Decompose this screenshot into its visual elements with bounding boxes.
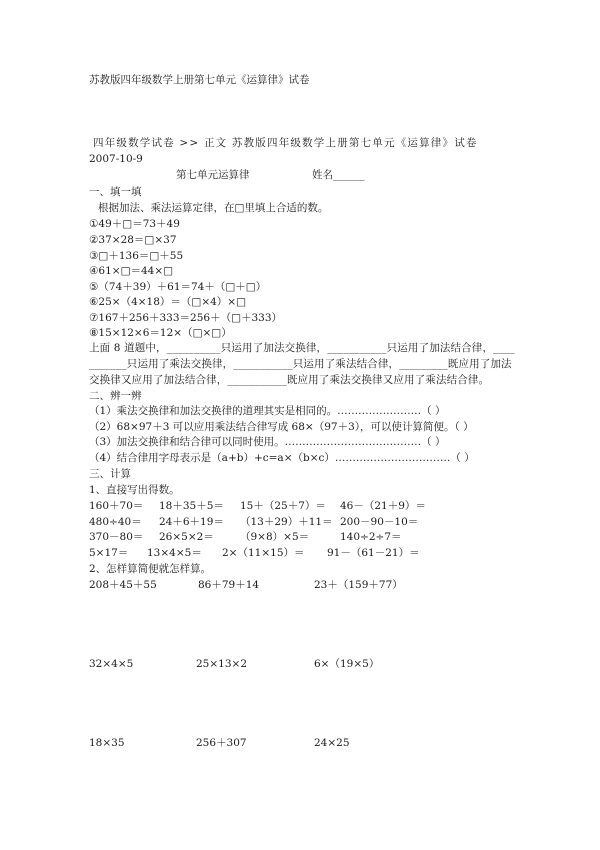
- name-field: 姓名______: [312, 169, 365, 181]
- calc-cell: 160＋70＝: [89, 500, 144, 512]
- fill-item-4: ④61×□＝44×□: [89, 265, 174, 277]
- calc-cell: 140÷2÷7＝: [340, 531, 402, 543]
- judge-item-2: （2）68×97＋3 可以应用乘法结合律写成 68×（97＋3），可以使计算简便。（ ）: [89, 421, 474, 433]
- calc-cell: 46－（21＋9）＝: [340, 500, 426, 512]
- calc-cell: 15＋（25＋7）＝: [240, 500, 326, 512]
- problem-cell: 23＋（159＋77）: [314, 579, 403, 591]
- problem-cell: 25×13×2: [196, 658, 247, 670]
- problem-cell: 256＋307: [196, 737, 247, 749]
- section1-heading: 一、填一填: [89, 186, 142, 198]
- summary-line-2: _______只运用了乘法交换律，___________只运用了乘法结合律，_________既应用了加法: [89, 358, 512, 370]
- calc-cell: 5×17＝: [89, 547, 129, 559]
- calc-cell: （13＋29）＋11＝: [240, 516, 333, 528]
- calc-cell: 480÷40＝: [89, 516, 142, 528]
- section3-heading: 三、计算: [89, 468, 131, 480]
- fill-item-6: ⑥25×（4×18）＝（□×4）×□: [89, 296, 247, 308]
- breadcrumb: 四年级数学试卷 >> 正文 苏教版四年级数学上册第七单元《运算律》试卷: [93, 137, 478, 149]
- calc-cell: 200－90－10＝: [340, 516, 419, 528]
- problem-cell: 18×35: [89, 737, 125, 749]
- calc-cell: 26×5×2＝: [159, 531, 214, 543]
- calc-cell: 18＋35＋5＝: [159, 500, 224, 512]
- summary-line-1: 上面 8 道题中，__________只运用了加法交换律，___________只运用了加法结合律，____: [89, 342, 515, 354]
- fill-item-7: ⑦167＋256＋333＝256＋（□＋333）: [89, 312, 283, 324]
- problem-cell: 208＋45＋55: [89, 579, 157, 591]
- calc-cell: 13×4×5＝: [147, 547, 202, 559]
- calc-cell: 91－（61－21）＝: [327, 547, 420, 559]
- judge-item-3: （3）加法交换律和结合律可以同时使用。…………………………………（ ）: [89, 436, 446, 448]
- judge-item-4: （4）结合律用字母表示是（a+b）+c=a×（b×c）……………………………（ ）: [89, 452, 475, 464]
- document-title: 苏教版四年级数学上册第七单元《运算律》试卷: [89, 74, 310, 86]
- exam-title: 第七单元运算律: [176, 169, 250, 181]
- section2-heading: 二、辨一辨: [89, 390, 142, 402]
- calc-cell: 2×（11×15）＝: [222, 547, 305, 559]
- problem-cell: 32×4×5: [89, 658, 134, 670]
- fill-item-5: ⑤（74＋39）＋61＝74＋（□＋□）: [89, 281, 267, 293]
- section1-instruction: 根据加法、乘法运算定律，在□里填上合适的数。: [98, 202, 329, 214]
- problem-cell: 24×25: [314, 737, 350, 749]
- summary-line-3: 交换律又应用了加法结合律，___________既应用了乘法交换律又应用了乘法结合律。: [89, 374, 490, 386]
- publish-date: 2007-10-9: [89, 153, 143, 165]
- calc-cell: 24＋6＋19＝: [159, 516, 224, 528]
- fill-item-1: ①49＋□＝73＋49: [89, 218, 180, 230]
- calc-cell: 370－80＝: [89, 531, 144, 543]
- section3-sub2: 2、怎样算简便就怎样算。: [89, 563, 212, 575]
- fill-item-3: ③□＋136＝□＋55: [89, 250, 184, 262]
- fill-item-2: ②37×28＝□×37: [89, 234, 177, 246]
- section3-sub1: 1、直接写出得数。: [89, 484, 180, 496]
- calc-cell: （9×8）×5＝: [240, 531, 310, 543]
- judge-item-1: （1）乘法交换律和加法交换律的道理其实是相同的。……………………（ ）: [89, 405, 446, 417]
- problem-cell: 86＋79＋14: [198, 579, 260, 591]
- problem-cell: 6×（19×5）: [314, 658, 380, 670]
- fill-item-8: ⑧15×12×6＝12×（□×□）: [89, 327, 232, 339]
